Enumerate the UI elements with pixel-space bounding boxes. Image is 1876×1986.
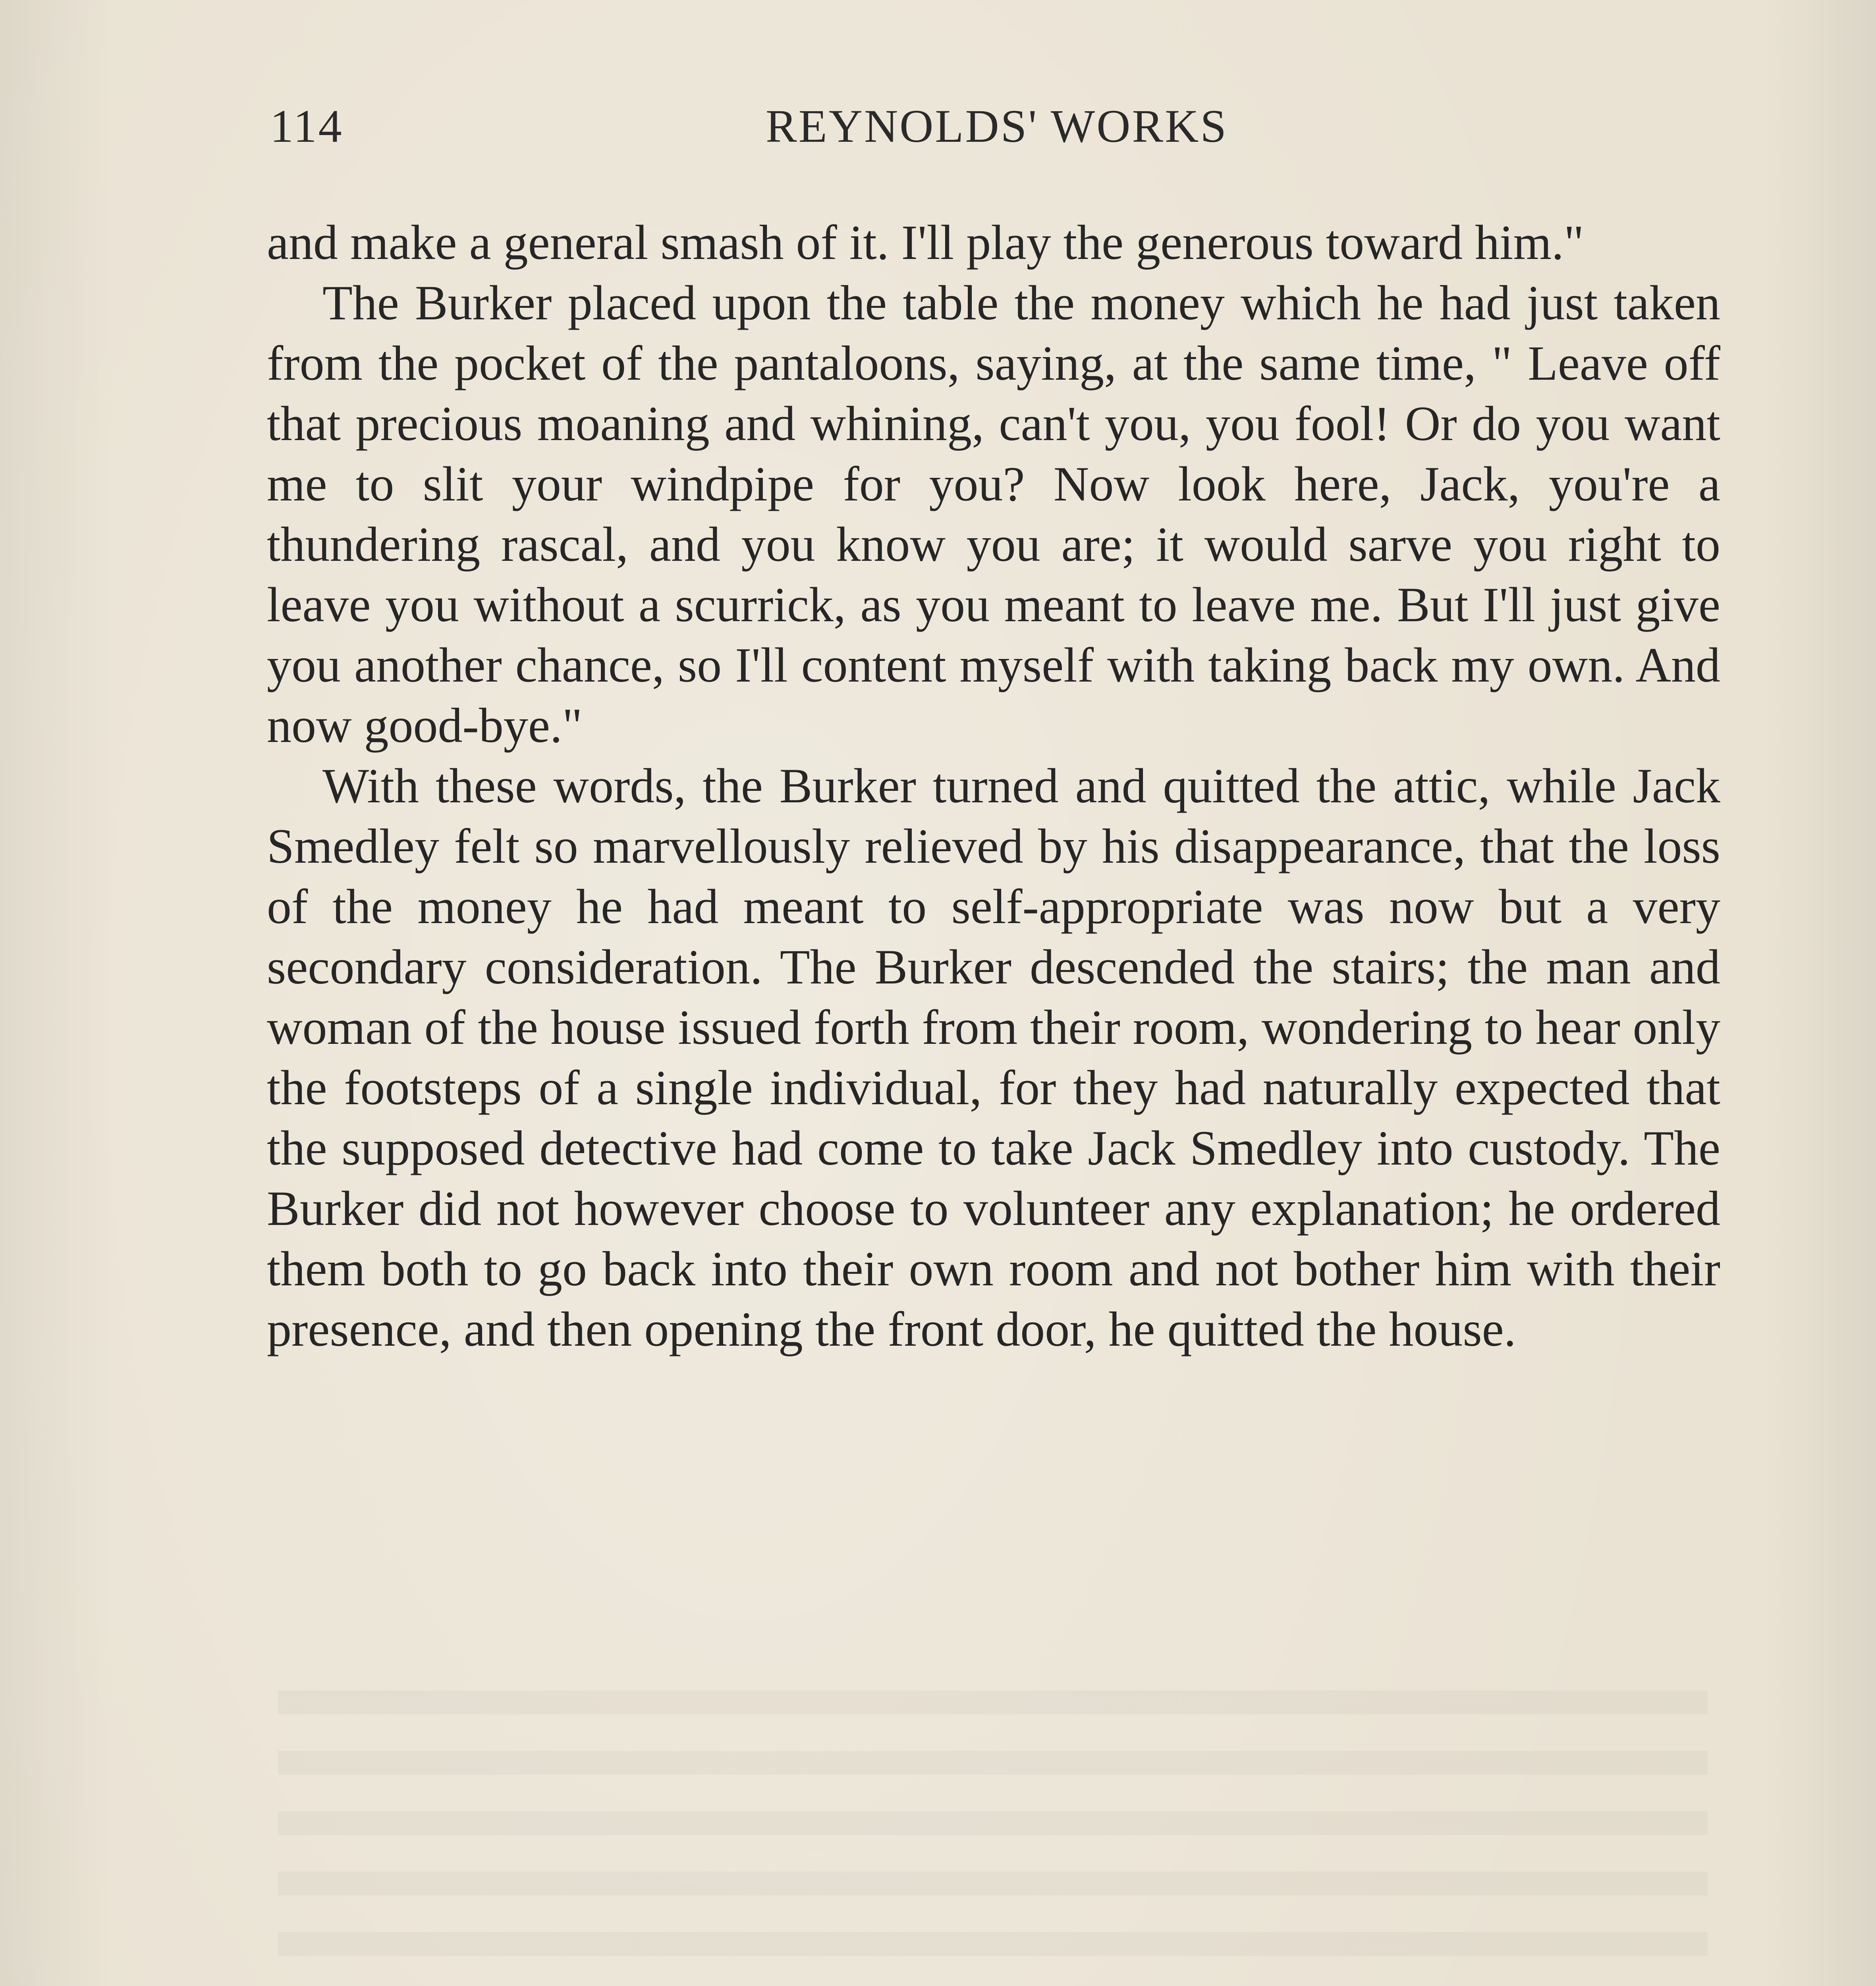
page-number: 114 bbox=[270, 100, 344, 152]
paragraph: With these words, the Burker turned and quitted the attic, while Jack Smedley felt so marvellously relieved by his disappearance, that the loss of the money he had meant to self-appropriate was now but a very secondary consideration. The Burker descended the stairs; the man and woman of the house issued forth from their room, wondering to hear only the footsteps of a single individual, for they had naturally expected that the supposed detective had come to take Jack Smedley into custody. The Burker did not however choose to volunteer any explanation; he ordered them both to go back into their own room and not bother him with their presence, and then opening the front door, he quitted the house. bbox=[267, 759, 1720, 1356]
paragraph: and make a general smash of it. I'll play the generous toward him." bbox=[267, 215, 1584, 270]
body-text bbox=[267, 213, 1720, 1360]
running-title: REYNOLDS' WORKS bbox=[765, 100, 1228, 152]
bleed-through-texture bbox=[278, 1668, 1708, 1986]
paragraph: The Burker placed upon the table the money which he had just taken from the pocket of the pantaloons, saying, at the same time, " Leave off that precious moaning and whining, can't you, you fool! Or do you want me to slit your windpipe for you? Now look here, Jack, you're a thundering rascal, and you know you are; it would sarve you right to leave you without a scurrick, as you meant to leave me. But I'll just give you another chance, so I'll content myself with taking back my own. And now good-bye." bbox=[267, 276, 1720, 753]
page-header bbox=[270, 99, 1724, 163]
